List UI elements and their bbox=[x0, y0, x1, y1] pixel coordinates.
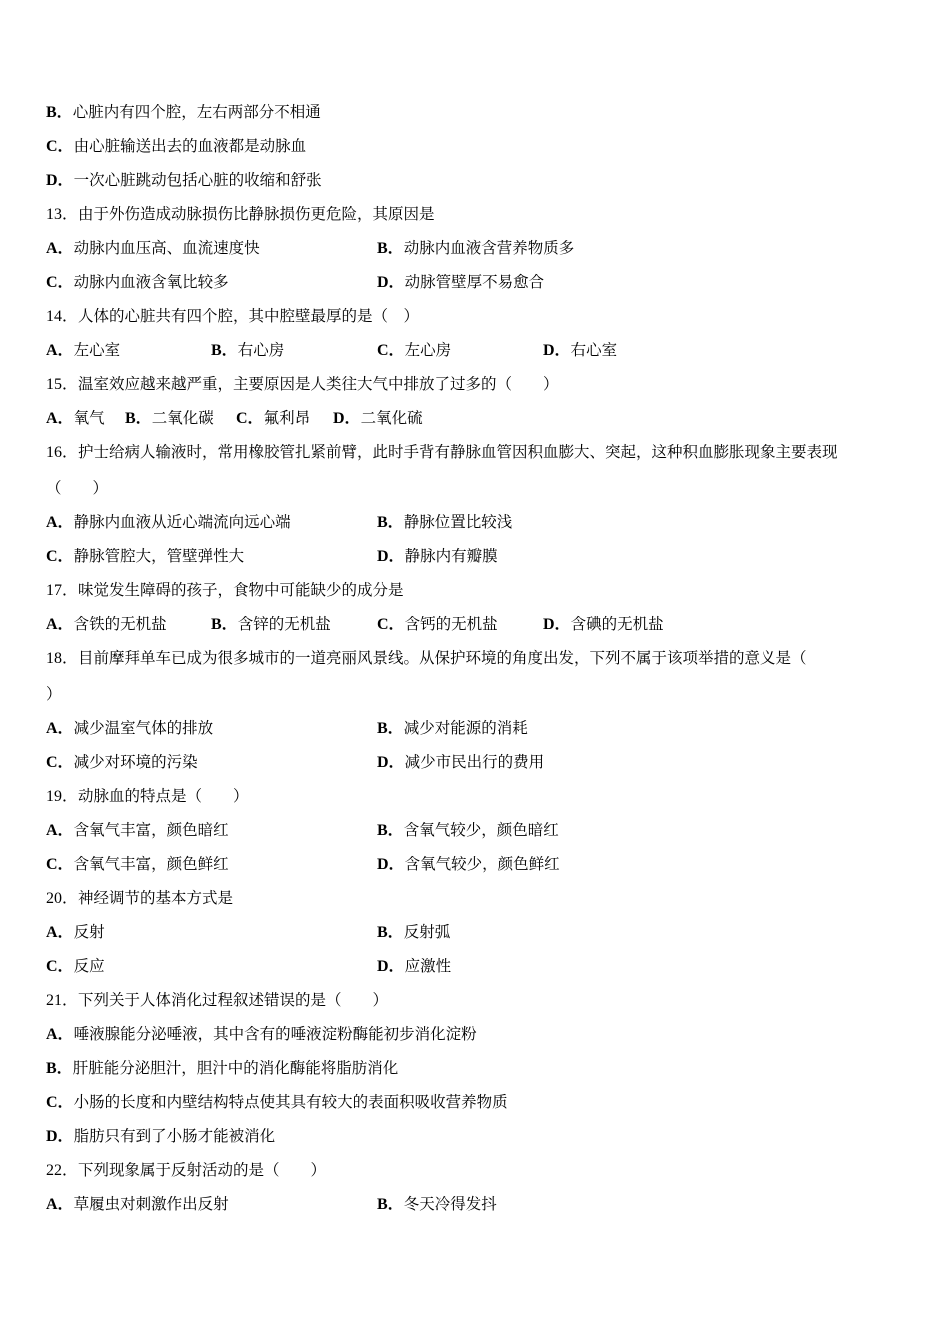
question-number: 18． bbox=[46, 650, 79, 667]
option-label: C． bbox=[46, 138, 74, 155]
option-text: 氟利昂 bbox=[263, 409, 311, 427]
q14-option-b bbox=[211, 340, 284, 361]
q17-option-b bbox=[211, 614, 331, 635]
question-number: 17． bbox=[46, 582, 79, 599]
option-label: D． bbox=[543, 616, 571, 633]
question-number: 13． bbox=[46, 206, 79, 223]
option-text: 静脉内血液从近心端流向远心端 bbox=[73, 513, 291, 531]
option-text: 含铁的无机盐 bbox=[73, 615, 167, 633]
option-text: 氧气 bbox=[73, 409, 105, 427]
option-label: B． bbox=[211, 342, 238, 359]
option-label: A． bbox=[46, 1196, 74, 1213]
option-label: C． bbox=[46, 274, 74, 291]
option-label: D． bbox=[543, 342, 571, 359]
q17-option-a bbox=[46, 614, 167, 635]
option-text: 草履虫对刺激作出反射 bbox=[73, 1195, 229, 1213]
option-text: 小肠的长度和内壁结构特点使其具有较大的表面积吸收营养物质 bbox=[73, 1093, 508, 1111]
q14-stem bbox=[46, 306, 419, 327]
q19-option-a bbox=[46, 820, 229, 841]
option-text: 脂肪只有到了小肠才能被消化 bbox=[73, 1127, 276, 1145]
option-label: A． bbox=[46, 924, 74, 941]
option-text: 减少对能源的消耗 bbox=[403, 719, 528, 737]
question-number: 21． bbox=[46, 992, 79, 1009]
option-label: A． bbox=[46, 410, 74, 427]
q20-stem bbox=[46, 888, 233, 909]
q19-option-b bbox=[377, 820, 559, 841]
question-number: 19． bbox=[46, 788, 79, 805]
option-text: 冬天冷得发抖 bbox=[403, 1195, 497, 1213]
option-text: 二氧化碳 bbox=[151, 409, 214, 427]
option-label: A． bbox=[46, 1026, 74, 1043]
q13-option-b bbox=[377, 238, 574, 259]
option-label: A． bbox=[46, 720, 74, 737]
question-text: 人体的心脏共有四个腔，其中腔壁最厚的是（ ） bbox=[78, 307, 420, 325]
option-label: C． bbox=[377, 616, 405, 633]
option-label: A． bbox=[46, 514, 74, 531]
q17-stem bbox=[46, 580, 404, 601]
question-number: 15． bbox=[46, 376, 79, 393]
question-number: 22． bbox=[46, 1162, 79, 1179]
option-text: 二氧化硫 bbox=[360, 409, 423, 427]
option-text: 动脉内血液含氧比较多 bbox=[73, 273, 229, 291]
option-text: 左心房 bbox=[404, 341, 452, 359]
option-text: 含氧气较少，颜色暗红 bbox=[403, 821, 559, 839]
q17-option-c bbox=[377, 614, 498, 635]
option-text: 含钙的无机盐 bbox=[404, 615, 498, 633]
question-text: 温室效应越来越严重，主要原因是人类往大气中排放了过多的（ ） bbox=[78, 375, 559, 393]
option-text: 含氧气丰富，颜色暗红 bbox=[73, 821, 229, 839]
q13-option-a bbox=[46, 238, 260, 259]
q15-option-b bbox=[125, 408, 214, 429]
option-label: D． bbox=[377, 958, 405, 975]
q18-option-c bbox=[46, 752, 198, 773]
q13-option-d bbox=[377, 272, 544, 293]
q18-option-b bbox=[377, 718, 528, 739]
option-label: A． bbox=[46, 342, 74, 359]
option-text: 静脉管腔大，管壁弹性大 bbox=[73, 547, 245, 565]
option-text: 一次心脏跳动包括心脏的收缩和舒张 bbox=[73, 171, 322, 189]
option-label: B． bbox=[377, 240, 404, 257]
option-label: C． bbox=[46, 856, 74, 873]
option-text: 减少温室气体的排放 bbox=[73, 719, 214, 737]
question-number: 20． bbox=[46, 890, 79, 907]
q22-option-b bbox=[377, 1194, 497, 1215]
option-text: 减少对环境的污染 bbox=[73, 753, 198, 771]
q13-stem bbox=[46, 204, 435, 225]
q12-option-b bbox=[46, 102, 321, 123]
q19-option-d bbox=[377, 854, 560, 875]
option-label: B． bbox=[377, 924, 404, 941]
option-text: 反射弧 bbox=[403, 923, 451, 941]
option-text: 静脉位置比较浅 bbox=[403, 513, 513, 531]
option-text: 含锌的无机盐 bbox=[237, 615, 331, 633]
option-text: 由心脏输送出去的血液都是动脉血 bbox=[73, 137, 307, 155]
option-label: D． bbox=[46, 1128, 74, 1145]
option-text: 反应 bbox=[73, 957, 105, 975]
option-text: 动脉内血液含营养物质多 bbox=[403, 239, 575, 257]
q15-option-c bbox=[236, 408, 310, 429]
q21-option-d bbox=[46, 1126, 275, 1147]
option-text: 含氧气较少，颜色鲜红 bbox=[404, 855, 560, 873]
q16-option-d bbox=[377, 546, 498, 567]
q12-option-c bbox=[46, 136, 306, 157]
option-label: C． bbox=[46, 1094, 74, 1111]
option-label: B． bbox=[46, 104, 73, 121]
q15-option-d bbox=[333, 408, 423, 429]
q16-stem-cont bbox=[46, 478, 108, 498]
q16-option-a bbox=[46, 512, 291, 533]
option-label: B． bbox=[46, 1060, 73, 1077]
q22-option-a bbox=[46, 1194, 229, 1215]
option-text: 唾液腺能分泌唾液，其中含有的唾液淀粉酶能初步消化淀粉 bbox=[73, 1025, 477, 1043]
q22-stem bbox=[46, 1160, 326, 1181]
q15-stem bbox=[46, 374, 559, 395]
q19-stem bbox=[46, 786, 249, 807]
question-text: 动脉血的特点是（ ） bbox=[78, 787, 249, 805]
option-label: C． bbox=[46, 548, 74, 565]
option-label: B． bbox=[377, 720, 404, 737]
q12-option-d bbox=[46, 170, 322, 191]
q21-option-b bbox=[46, 1058, 398, 1079]
option-label: C． bbox=[46, 958, 74, 975]
option-label: B． bbox=[125, 410, 152, 427]
q18-stem-cont bbox=[46, 684, 62, 704]
answer-blank: （ ） bbox=[46, 479, 109, 497]
option-text: 反射 bbox=[73, 923, 105, 941]
option-label: A． bbox=[46, 822, 74, 839]
question-text: 护士给病人输液时，常用橡胶管扎紧前臂，此时手背有静脉血管因积血膨大、突起，这种积血膨胀现象主要表现 bbox=[78, 443, 838, 461]
question-text: 下列关于人体消化过程叙述错误的是（ ） bbox=[78, 991, 389, 1009]
question-number: 14． bbox=[46, 308, 79, 325]
option-label: C． bbox=[46, 754, 74, 771]
q18-option-a bbox=[46, 718, 213, 739]
question-text: 由于外伤造成动脉损伤比静脉损伤更危险，其原因是 bbox=[78, 205, 435, 223]
question-text: 目前摩拜单车已成为很多城市的一道亮丽风景线。从保护环境的角度出发，下列不属于该项举措的意义是（ bbox=[78, 649, 807, 667]
option-text: 右心室 bbox=[570, 341, 618, 359]
option-label: B． bbox=[377, 1196, 404, 1213]
q21-option-a bbox=[46, 1024, 477, 1045]
option-text: 减少市民出行的费用 bbox=[404, 753, 545, 771]
option-label: D． bbox=[46, 172, 74, 189]
option-text: 右心房 bbox=[237, 341, 285, 359]
q14-option-c bbox=[377, 340, 451, 361]
option-label: B． bbox=[377, 822, 404, 839]
option-label: D． bbox=[377, 274, 405, 291]
option-text: 左心室 bbox=[73, 341, 121, 359]
option-label: D． bbox=[377, 856, 405, 873]
question-number: 16． bbox=[46, 444, 79, 461]
q20-option-d bbox=[377, 956, 451, 977]
q21-stem bbox=[46, 990, 388, 1011]
question-text: 味觉发生障碍的孩子，食物中可能缺少的成分是 bbox=[78, 581, 404, 599]
answer-blank: ） bbox=[46, 685, 62, 703]
q16-option-c bbox=[46, 546, 244, 567]
option-text: 含氧气丰富，颜色鲜红 bbox=[73, 855, 229, 873]
q14-option-a bbox=[46, 340, 120, 361]
option-label: A． bbox=[46, 616, 74, 633]
option-text: 动脉管壁厚不易愈合 bbox=[404, 273, 545, 291]
q16-stem bbox=[46, 442, 838, 463]
option-label: B． bbox=[377, 514, 404, 531]
q20-option-a bbox=[46, 922, 105, 943]
option-text: 肝脏能分泌胆汁，胆汁中的消化酶能将脂肪消化 bbox=[72, 1059, 399, 1077]
option-label: C． bbox=[236, 410, 264, 427]
option-text: 含碘的无机盐 bbox=[570, 615, 664, 633]
q18-option-d bbox=[377, 752, 544, 773]
q18-stem bbox=[46, 648, 807, 669]
q17-option-d bbox=[543, 614, 664, 635]
option-label: D． bbox=[377, 548, 405, 565]
q21-option-c bbox=[46, 1092, 508, 1113]
q19-option-c bbox=[46, 854, 229, 875]
option-label: C． bbox=[377, 342, 405, 359]
option-text: 动脉内血压高、血流速度快 bbox=[73, 239, 260, 257]
q14-option-d bbox=[543, 340, 617, 361]
q15-option-a bbox=[46, 408, 105, 429]
q20-option-b bbox=[377, 922, 450, 943]
q20-option-c bbox=[46, 956, 105, 977]
option-text: 静脉内有瓣膜 bbox=[404, 547, 498, 565]
option-text: 心脏内有四个腔，左右两部分不相通 bbox=[72, 103, 321, 121]
option-label: A． bbox=[46, 240, 74, 257]
option-text: 应激性 bbox=[404, 957, 452, 975]
question-text: 神经调节的基本方式是 bbox=[78, 889, 234, 907]
option-label: D． bbox=[377, 754, 405, 771]
option-label: D． bbox=[333, 410, 361, 427]
option-label: B． bbox=[211, 616, 238, 633]
question-text: 下列现象属于反射活动的是（ ） bbox=[78, 1161, 327, 1179]
q13-option-c bbox=[46, 272, 229, 293]
q16-option-b bbox=[377, 512, 512, 533]
